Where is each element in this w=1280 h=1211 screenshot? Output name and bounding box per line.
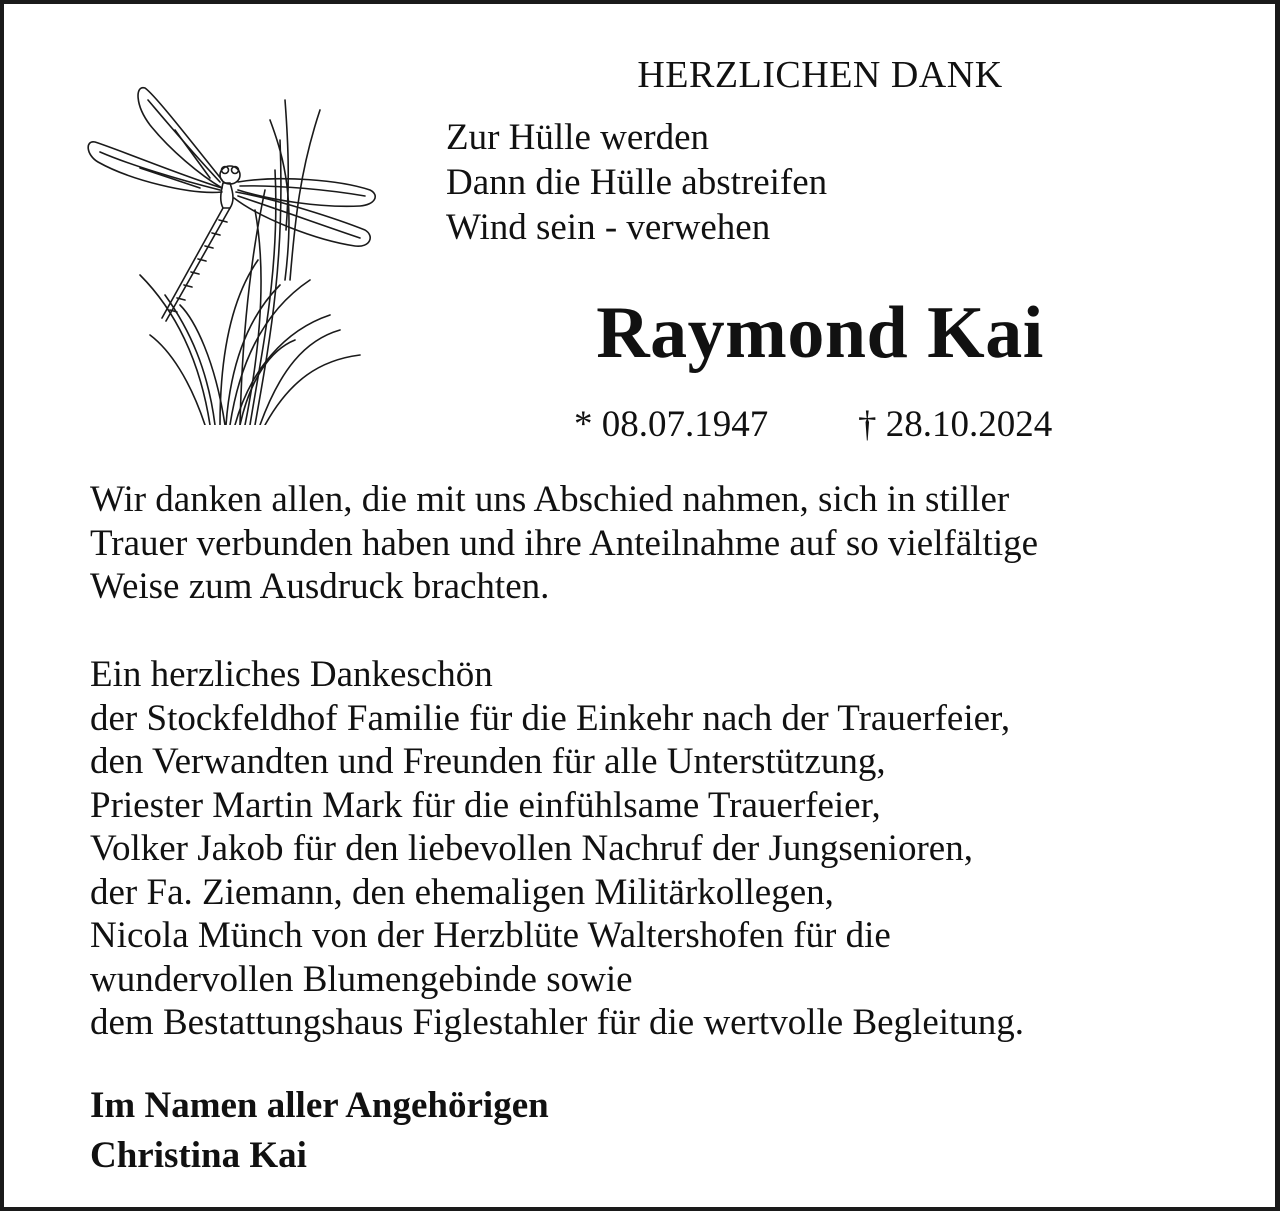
list-line: wundervollen Blumengebinde sowie [90, 958, 633, 1000]
notice-heading: HERZLICHEN DANK [637, 54, 1003, 96]
list-line: Priester Martin Mark für die einfühlsame Trauerfeier, [90, 784, 881, 826]
list-line: den Verwandten und Freunden für alle Unterstützung, [90, 741, 886, 782]
deceased-name: Raymond Kai [596, 292, 1044, 374]
poem-line: Wind sein - verwehen [446, 207, 771, 248]
signature [90, 1081, 549, 1181]
poem-line: Zur Hülle werden [446, 117, 710, 158]
list-line: Volker Jakob für den liebevollen Nachruf der Jungsenioren, [90, 828, 973, 869]
signature-name: Christina Kai [90, 1135, 307, 1176]
list-line: der Fa. Ziemann, den ehemaligen Militärkollegen, [90, 871, 834, 913]
death-date: † 28.10.2024 [858, 404, 1053, 445]
paragraph-line: Trauer verbunden haben und ihre Anteilnahme auf so vielfältige [90, 522, 1039, 564]
signature-line: Im Namen aller Angehörigen [90, 1085, 549, 1126]
list-line: dem Bestattungshaus Figlestahler für die wertvolle Begleitung. [90, 1002, 1025, 1043]
thanks-list [90, 653, 1024, 1045]
paragraph-line: Wir danken allen, die mit uns Abschied nahmen, sich in stiller [90, 479, 1010, 520]
thanks-paragraph [90, 478, 1038, 609]
list-line: Ein herzliches Dankeschön [90, 654, 493, 695]
poem [446, 115, 827, 250]
birth-date: * 08.07.1947 [574, 404, 769, 445]
list-line: der Stockfeldhof Familie für die Einkehr nach der Trauerfeier, [90, 697, 1011, 739]
poem-line: Dann die Hülle abstreifen [446, 162, 828, 203]
dragonfly-on-grass-icon [80, 80, 380, 425]
list-line: Nicola Münch von der Herzblüte Waltershofen für die [90, 915, 891, 956]
paragraph-line: Weise zum Ausdruck brachten. [90, 566, 550, 607]
